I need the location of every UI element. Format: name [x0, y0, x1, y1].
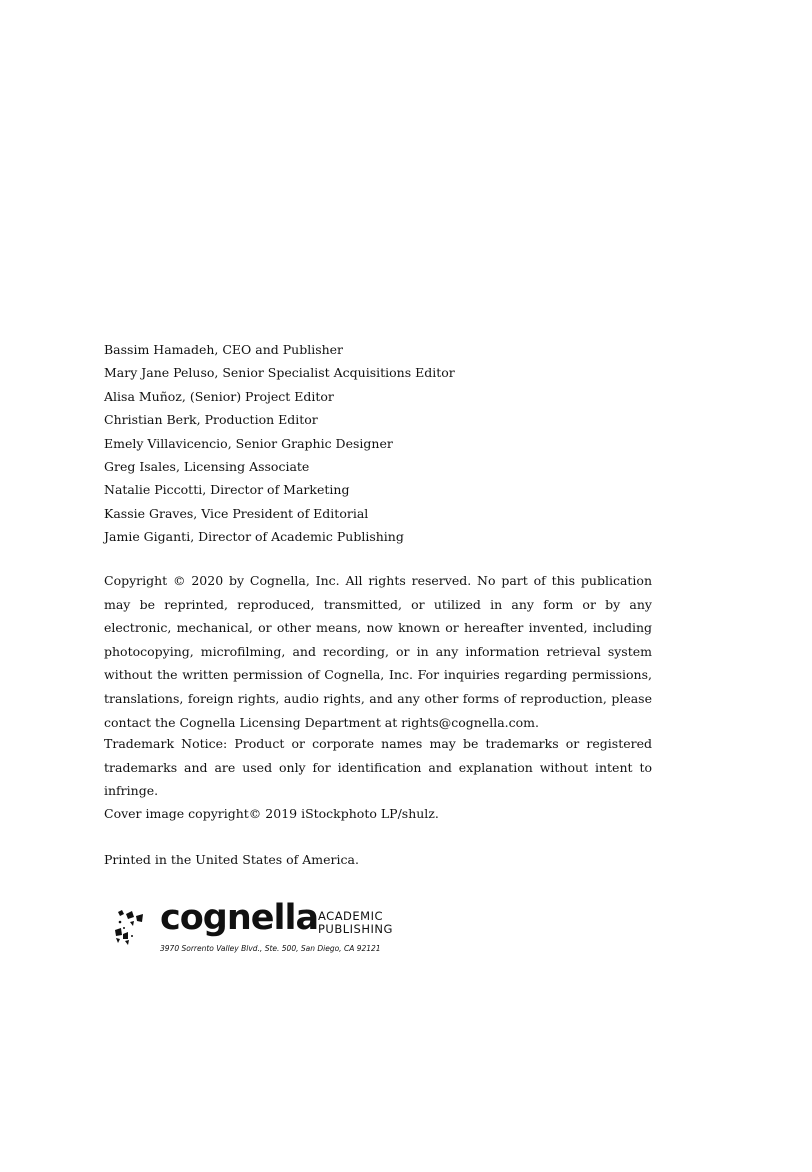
cognella-logo: [110, 898, 410, 962]
publisher-address: 3970 Sorrento Valley Blvd., Ste. 500, San Diego, CA 92121: [160, 944, 381, 953]
staff-item: Jamie Giganti, Director of Academic Publishing: [104, 529, 404, 545]
printed-in-notice: Printed in the United States of America.: [104, 852, 359, 867]
logo-tagline: [318, 910, 393, 936]
staff-item: Natalie Piccotti, Director of Marketing: [104, 482, 350, 498]
logo-wordmark: cognella: [160, 898, 319, 938]
staff-item: Emely Villavicencio, Senior Graphic Designer: [104, 435, 393, 451]
staff-item: Alisa Muñoz, (Senior) Project Editor: [104, 388, 334, 404]
staff-item: Greg Isales, Licensing Associate: [104, 459, 310, 475]
trademark-notice: Trademark Notice: Product or corporate names may be trademarks or registered trademarks and are used only for identification and explanation without intent to infringe.: [104, 736, 652, 799]
staff-list: [104, 338, 455, 549]
cover-image-credit: Cover image copyright© 2019 iStockphoto LP/shulz.: [104, 806, 439, 821]
logo-tagline-line-1: ACADEMIC: [318, 909, 384, 923]
staff-item: Mary Jane Peluso, Senior Specialist Acquisitions Editor: [104, 365, 455, 381]
staff-item: Bassim Hamadeh, CEO and Publisher: [104, 342, 344, 357]
staff-item: Kassie Graves, Vice President of Editorial: [104, 505, 369, 521]
copyright-notice: Copyright © 2020 by Cognella, Inc. All rights reserved. No part of this publication may be reprinted, reproduced, transmitted, or utilized in any form or by any electronic, mechanical, or other means, now known or hereafter invented, including photocopying, microfilming, and recording, or in any information retrieval system without the written permission of Cognella, Inc. For inquiries regarding permissions, translations, foreign rights, audio rights, and any other forms of reproduction, please contact the Cognella Licensing Department at rights@cognella.com.: [104, 573, 652, 730]
cognella-mark-icon: [110, 908, 150, 948]
logo-tagline-line-2: PUBLISHING: [318, 922, 393, 936]
staff-item: Christian Berk, Production Editor: [104, 412, 318, 428]
